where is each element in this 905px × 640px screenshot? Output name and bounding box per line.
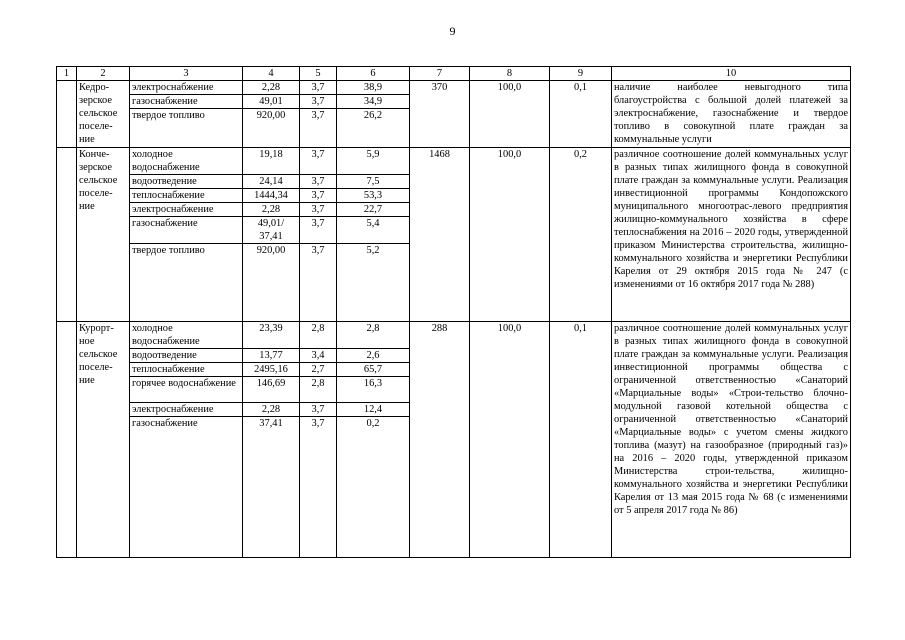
service-share: 53,3 bbox=[337, 189, 410, 203]
service-name: горячее водоснабжение bbox=[130, 377, 243, 403]
percent-cell: 100,0 bbox=[470, 322, 550, 558]
service-tariff: 920,00 bbox=[243, 244, 300, 322]
service-name: теплоснабжение bbox=[130, 363, 243, 377]
service-share: 5,9 bbox=[337, 148, 410, 175]
service-tariff: 37,41 bbox=[243, 417, 300, 558]
settlement-name: Конче- зерское сельское поселе- ние bbox=[77, 148, 130, 322]
header-cell: 6 bbox=[337, 67, 410, 81]
page-number: 9 bbox=[449, 24, 456, 38]
service-tariff: 24,14 bbox=[243, 175, 300, 189]
table-row bbox=[57, 322, 851, 349]
header-cell: 9 bbox=[550, 67, 612, 81]
service-share: 34,9 bbox=[337, 95, 410, 109]
service-share: 65,7 bbox=[337, 363, 410, 377]
service-name: твердое топливо bbox=[130, 244, 243, 322]
ratio-cell: 0,1 bbox=[550, 81, 612, 148]
table-row bbox=[57, 81, 851, 95]
service-share: 7,5 bbox=[337, 175, 410, 189]
service-index: 3,7 bbox=[300, 403, 337, 417]
population-cell: 288 bbox=[410, 322, 470, 558]
note-cell: различное соотношение долей коммунальных услуг в разных типах жилищного фонда в совокупной плате граждан за коммунальные услуги. Реализация инвестиционной программы Кондопожского муниципального многоотрас-левого предприятия жилищно-коммунального хозяйства в сфере теплоснабжения на 2016 – 2020 годы, утвержденной приказом Министерства строительства, жилищно-коммунального хозяйства и энергетики Республики Карелия от 29 октября 2015 года № 247 (с изменениями от 16 октября 2017 года № 288) bbox=[612, 148, 851, 322]
percent-cell: 100,0 bbox=[470, 148, 550, 322]
service-index: 3,7 bbox=[300, 175, 337, 189]
service-index: 3,7 bbox=[300, 217, 337, 244]
service-index: 3,7 bbox=[300, 148, 337, 175]
service-share: 26,2 bbox=[337, 109, 410, 148]
service-name: газоснабжение bbox=[130, 417, 243, 558]
service-tariff: 49,01 bbox=[243, 95, 300, 109]
service-index: 2,7 bbox=[300, 363, 337, 377]
table-row bbox=[57, 148, 851, 175]
header-cell: 5 bbox=[300, 67, 337, 81]
population-cell: 370 bbox=[410, 81, 470, 148]
service-name: твердое топливо bbox=[130, 109, 243, 148]
tariff-table bbox=[56, 66, 851, 558]
service-tariff: 2,28 bbox=[243, 203, 300, 217]
service-share: 38,9 bbox=[337, 81, 410, 95]
service-name: газоснабжение bbox=[130, 217, 243, 244]
header-cell: 10 bbox=[612, 67, 851, 81]
service-tariff: 2,28 bbox=[243, 81, 300, 95]
row-number-cell bbox=[57, 322, 77, 558]
service-index: 3,7 bbox=[300, 244, 337, 322]
service-name: электроснабжение bbox=[130, 81, 243, 95]
service-name: холодное водоснабжение bbox=[130, 322, 243, 349]
service-tariff: 13,77 bbox=[243, 349, 300, 363]
service-share: 16,3 bbox=[337, 377, 410, 403]
service-tariff: 1444,34 bbox=[243, 189, 300, 203]
service-name: газоснабжение bbox=[130, 95, 243, 109]
service-tariff: 19,18 bbox=[243, 148, 300, 175]
service-name: водоотведение bbox=[130, 349, 243, 363]
service-share: 0,2 bbox=[337, 417, 410, 558]
service-share: 5,4 bbox=[337, 217, 410, 244]
row-number-cell bbox=[57, 148, 77, 322]
service-name: электроснабжение bbox=[130, 203, 243, 217]
service-name: электроснабжение bbox=[130, 403, 243, 417]
settlement-name: Кедро- зерское сельское поселе- ние bbox=[77, 81, 130, 148]
percent-cell: 100,0 bbox=[470, 81, 550, 148]
population-cell: 1468 bbox=[410, 148, 470, 322]
service-index: 3,4 bbox=[300, 349, 337, 363]
header-cell: 3 bbox=[130, 67, 243, 81]
header-cell: 4 bbox=[243, 67, 300, 81]
settlement-name: Курорт- ное сельское поселе- ние bbox=[77, 322, 130, 558]
note-cell: различное соотношение долей коммунальных услуг в разных типах жилищного фонда в совокупной плате граждан за коммунальные услуги. Реализация инвестиционной программы общества с ограниченной ответственностью «Санаторий «Марциальные воды» «Строи-тельство блочно-модульной газовой котельной общества с ограниченной ответственностью «Санаторий «Марциальные воды» с учетом смены жидкого топлива (мазут) на газообразное (природный газ)» на 2016 – 2020 годы, утвержденной приказом Министерства строи-тельства, жилищно-коммунального хозяйства и энергетики Республики Карелия от 13 мая 2015 года № 68 (с изменениями от 5 апреля 2017 года № 86) bbox=[612, 322, 851, 558]
service-tariff: 146,69 bbox=[243, 377, 300, 403]
service-index: 2,8 bbox=[300, 377, 337, 403]
service-name: теплоснабжение bbox=[130, 189, 243, 203]
service-tariff: 23,39 bbox=[243, 322, 300, 349]
service-tariff: 2,28 bbox=[243, 403, 300, 417]
header-cell: 7 bbox=[410, 67, 470, 81]
service-name: водоотведение bbox=[130, 175, 243, 189]
service-tariff: 920,00 bbox=[243, 109, 300, 148]
service-index: 2,8 bbox=[300, 322, 337, 349]
header-row bbox=[57, 67, 851, 81]
header-cell: 8 bbox=[470, 67, 550, 81]
service-index: 3,7 bbox=[300, 189, 337, 203]
service-index: 3,7 bbox=[300, 81, 337, 95]
service-share: 2,8 bbox=[337, 322, 410, 349]
header-cell: 2 bbox=[77, 67, 130, 81]
service-index: 3,7 bbox=[300, 109, 337, 148]
service-share: 5,2 bbox=[337, 244, 410, 322]
service-index: 3,7 bbox=[300, 95, 337, 109]
service-share: 12,4 bbox=[337, 403, 410, 417]
service-share: 2,6 bbox=[337, 349, 410, 363]
service-name: холодное водоснабжение bbox=[130, 148, 243, 175]
row-number-cell bbox=[57, 81, 77, 148]
service-tariff: 2495,16 bbox=[243, 363, 300, 377]
ratio-cell: 0,2 bbox=[550, 148, 612, 322]
service-share: 22,7 bbox=[337, 203, 410, 217]
ratio-cell: 0,1 bbox=[550, 322, 612, 558]
note-cell: наличие наиболее невыгодного типа благоустройства с большой долей платежей за электроснабжение, газоснабжение и твердое топливо в совокупной плате граждан за коммунальные услуги bbox=[612, 81, 851, 148]
header-cell: 1 bbox=[57, 67, 77, 81]
service-tariff: 49,01/ 37,41 bbox=[243, 217, 300, 244]
service-index: 3,7 bbox=[300, 203, 337, 217]
service-index: 3,7 bbox=[300, 417, 337, 558]
